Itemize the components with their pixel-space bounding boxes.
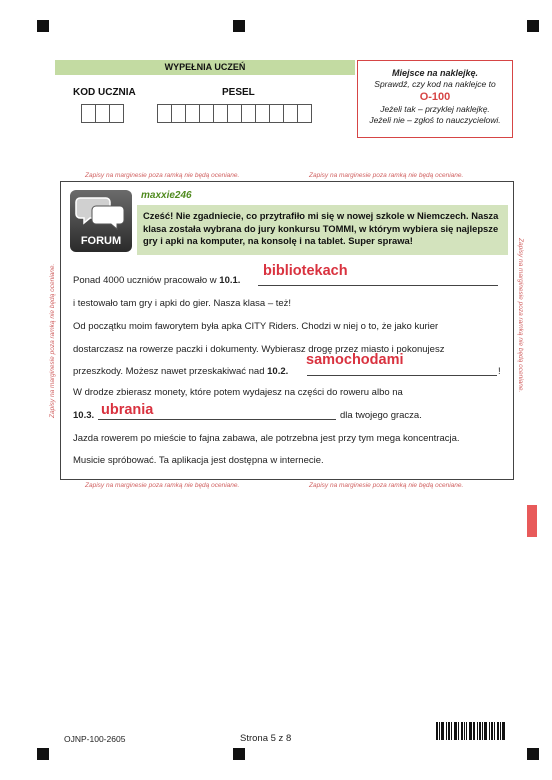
exclamation: !	[498, 366, 501, 377]
text-line-6: W drodze zbierasz monety, które potem wydajesz na części do roweru albo na	[73, 387, 403, 398]
registration-mark	[233, 748, 245, 760]
pesel-boxes[interactable]	[157, 104, 311, 123]
text-line-8: Jazda rowerem po mieście to fajna zabawa, ale potrzebna jest przy tym mega koncentracja.	[73, 433, 460, 444]
question-number: 10.2.	[267, 366, 289, 377]
registration-mark	[37, 20, 49, 32]
answer-line-10-1[interactable]	[258, 285, 498, 286]
text-line-4: dostarczasz na rowerze paczki i dokumenty. Wybierasz drogę przez miasto i pokonujesz	[73, 344, 445, 355]
sticker-line: Jeżeli tak – przyklej naklejkę.	[380, 104, 490, 114]
registration-mark	[527, 748, 539, 760]
pesel-label: PESEL	[222, 87, 255, 98]
answer-line-10-2[interactable]	[307, 375, 497, 376]
sticker-code: O-100	[419, 91, 451, 103]
text-line-2: i testowało tam gry i apki do gier. Nasza klasa – też!	[73, 298, 292, 309]
answer-10-3[interactable]: ubrania	[101, 402, 154, 418]
student-code-boxes[interactable]	[81, 104, 123, 123]
question-number: 10.3.	[73, 410, 95, 421]
text-fragment: przeszkody. Możesz nawet przeskakiwać nad	[73, 366, 268, 377]
student-code-label: KOD UCZNIA	[73, 87, 136, 98]
answer-10-2[interactable]: samochodami	[306, 352, 404, 368]
text-line-3: Od początku moim faworytem była apka CITY Riders. Chodzi w niej o to, że jako kurier	[73, 321, 439, 332]
text-line-7	[73, 410, 94, 421]
margin-note-vertical: Zapisy na marginesie poza ramką nie będą oceniane.	[517, 238, 524, 393]
margin-note-vertical: Zapisy na marginesie poza ramką nie będą oceniane.	[49, 263, 56, 418]
text-line-1	[73, 275, 240, 286]
question-number: 10.1.	[219, 275, 241, 286]
margin-note: Zapisy na marginesie poza ramką nie będą oceniane.	[85, 172, 240, 179]
text-fragment: dla twojego gracza.	[340, 410, 422, 421]
registration-mark	[37, 748, 49, 760]
margin-note: Zapisy na marginesie poza ramką nie będą oceniane.	[309, 482, 464, 489]
forum-username: maxxie246	[141, 190, 192, 201]
margin-note: Zapisy na marginesie poza ramką nie będą oceniane.	[309, 172, 464, 179]
barcode	[436, 722, 513, 740]
page-tab-marker	[527, 505, 537, 537]
margin-note: Zapisy na marginesie poza ramką nie będą oceniane.	[85, 482, 240, 489]
text-line-5	[73, 366, 288, 377]
student-fill-header: WYPEŁNIA UCZEŃ	[55, 60, 355, 75]
forum-icon	[70, 190, 132, 252]
page-number: Strona 5 z 8	[240, 733, 292, 744]
sticker-title: Miejsce na naklejkę.	[391, 68, 479, 78]
sticker-area	[357, 60, 513, 138]
speech-bubbles-icon	[70, 190, 132, 230]
forum-icon-label: FORUM	[80, 235, 122, 247]
text-fragment: Ponad 4000 uczniów pracowało w	[73, 275, 220, 286]
sticker-line: Sprawdź, czy kod na naklejce to	[374, 79, 496, 89]
text-line-9: Musicie spróbować. Ta aplikacja jest dostępna w internecie.	[73, 455, 324, 466]
exam-code: OJNP-100-2605	[64, 734, 126, 744]
registration-mark	[233, 20, 245, 32]
registration-mark	[527, 20, 539, 32]
forum-post: Cześć! Nie zgadniecie, co przytrafiło mi się w nowej szkole w Niemczech. Nasza klasa została wybrana do jury konkursu TOMMI, w którym wybiera się najlepsze gry i apki na komputer, na konsolę i na tablet. Super sprawa!	[137, 205, 508, 255]
sticker-line: Jeżeli nie – zgłoś to nauczycielowi.	[369, 115, 501, 125]
answer-10-1[interactable]: bibliotekach	[263, 263, 348, 279]
answer-line-10-3[interactable]	[98, 419, 336, 420]
